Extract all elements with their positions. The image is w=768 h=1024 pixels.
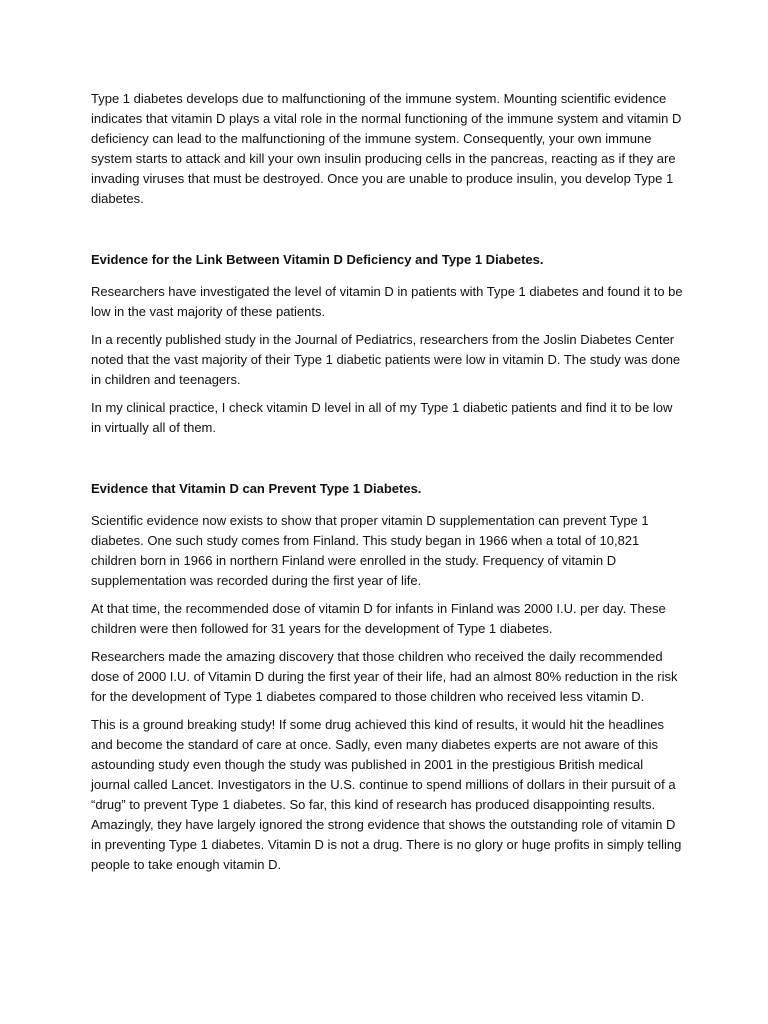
body-paragraph: In my clinical practice, I check vitamin D level in all of my Type 1 diabetic patients and find it to be low in virtually all of them. [91,400,673,435]
body-paragraph: Researchers made the amazing discovery that those children who received the daily recommended dose of 2000 I.U. of Vitamin D during the first year of their life, had an almost 80% reduction in the risk for the development of Type 1 diabetes compared to those children who received less vitamin D. [91,649,678,704]
section-heading-prevention: Evidence that Vitamin D can Prevent Type 1 Diabetes. [91,481,422,496]
body-paragraph: At that time, the recommended dose of vitamin D for infants in Finland was 2000 I.U. per day. These children were then followed for 31 years for the development of Type 1 diabetes. [91,601,666,636]
intro-paragraph: Type 1 diabetes develops due to malfunctioning of the immune system. Mounting scientific evidence indicates that vitamin D plays a vital role in the normal functioning of the immune system and vitamin D deficiency can lead to the malfunctioning of the immune system. Consequently, your own immune system starts to attack and kill your own insulin producing cells in the pancreas, reacting as if they are invading viruses that must be destroyed. Once you are unable to produce insulin, you develop Type 1 diabetes. [91,91,682,206]
body-paragraph: In a recently published study in the Journal of Pediatrics, researchers from the Joslin Diabetes Center noted that the vast majority of their Type 1 diabetic patients were low in vitamin D. The study was done in children and teenagers. [91,332,681,387]
section-heading-link: Evidence for the Link Between Vitamin D Deficiency and Type 1 Diabetes. [91,252,544,267]
document-body [91,89,685,883]
body-paragraph: Researchers have investigated the level of vitamin D in patients with Type 1 diabetes and found it to be low in the vast majority of these patients. [91,284,683,319]
body-paragraph: Scientific evidence now exists to show that proper vitamin D supplementation can prevent Type 1 diabetes. One such study comes from Finland. This study began in 1966 when a total of 10,821 children born in 1966 in northern Finland were enrolled in the study. Frequency of vitamin D supplementation was recorded during the first year of life. [91,513,649,588]
body-paragraph: This is a ground breaking study! If some drug achieved this kind of results, it would hit the headlines and become the standard of care at once. Sadly, even many diabetes experts are not aware of this astounding study even though the study was published in 2001 in the prestigious British medical journal called Lancet. Investigators in the U.S. continue to spend millions of dollars in their pursuit of a “drug” to prevent Type 1 diabetes. So far, this kind of research has produced disappointing results. Amazingly, they have largely ignored the strong evidence that shows the outstanding role of vitamin D in preventing Type 1 diabetes. Vitamin D is not a drug. There is no glory or huge profits in simply telling people to take enough vitamin D. [91,717,682,872]
